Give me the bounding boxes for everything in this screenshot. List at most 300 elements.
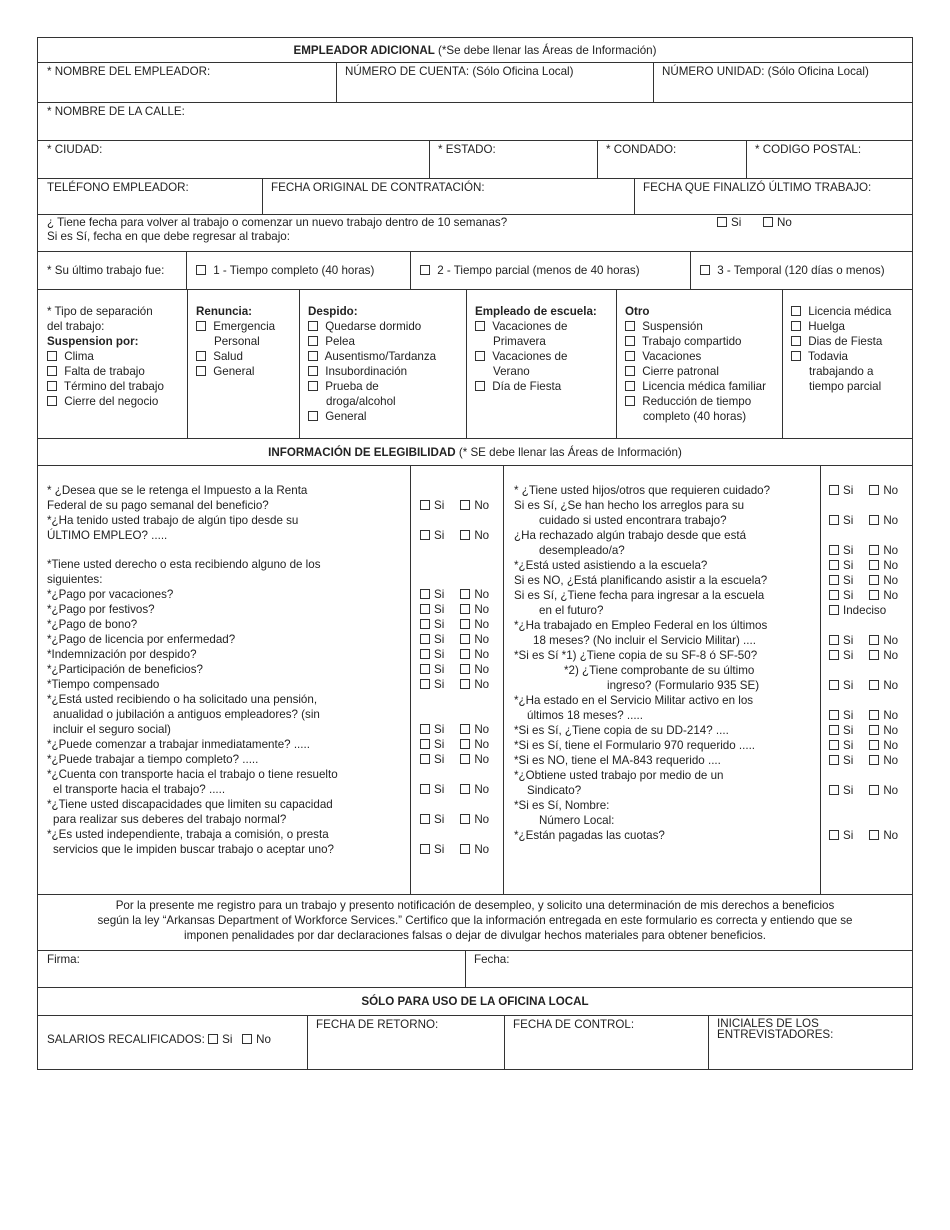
yes-no-options: [829, 753, 898, 768]
eligibility-question: *Si es Sí, tiene el Formulario 970 requerido .....: [514, 739, 756, 752]
option-label: Cierre patronal: [642, 365, 719, 378]
yes-no-options: [829, 588, 898, 603]
checkbox-icon: [829, 635, 839, 645]
yes-label: Si: [731, 216, 742, 229]
hire-date-field[interactable]: [262, 179, 634, 214]
yes-option[interactable]: [420, 723, 444, 736]
quit-option[interactable]: [196, 364, 299, 379]
checkbox-icon: [460, 649, 470, 659]
school-option[interactable]: [475, 319, 616, 334]
separation-col-school: [466, 290, 616, 438]
yes-label: Si: [843, 589, 854, 602]
no-label: No: [883, 514, 899, 527]
yes-option[interactable]: [829, 739, 853, 752]
eligibility-question: Número Local:: [539, 814, 615, 827]
yes-label: Si: [843, 544, 854, 557]
no-label: No: [474, 633, 490, 646]
yes-label: Si: [434, 813, 445, 826]
no-option[interactable]: [460, 603, 489, 616]
office-title: SÓLO PARA USO DE LA OFICINA LOCAL: [361, 995, 589, 1008]
yes-option[interactable]: [829, 634, 853, 647]
no-option[interactable]: [460, 588, 489, 601]
no-option[interactable]: [869, 634, 898, 647]
checkbox-icon: [829, 515, 839, 525]
option-label: Suspensión: [642, 320, 703, 333]
checkbox-icon: [47, 351, 57, 361]
yes-no-options: [420, 812, 489, 827]
signature-field[interactable]: [38, 951, 465, 987]
no-option[interactable]: [869, 649, 898, 662]
yes-no-options: [420, 782, 489, 797]
yes-no-options: [829, 483, 898, 498]
initials-label-1: INICIALES DE LOS: [717, 1017, 819, 1030]
no-label: No: [883, 544, 899, 557]
job-type-full-time[interactable]: [196, 263, 374, 278]
checkbox-icon: [196, 366, 206, 376]
account-number-label: NÚMERO DE CUENTA: (Sólo Oficina Local): [345, 65, 574, 78]
street-name-field[interactable]: [38, 103, 912, 140]
yes-option[interactable]: [420, 603, 444, 616]
misc-option[interactable]: [791, 334, 914, 349]
eligibility-question: *¿Pago por vacaciones?: [47, 588, 174, 601]
option-label: Prueba de: [325, 380, 379, 393]
checkbox-icon: [308, 381, 318, 391]
street-name-label: * NOMBRE DE LA CALLE:: [47, 105, 185, 118]
checkbox-icon: [308, 321, 318, 331]
option-label: Reducción de tiempo: [642, 395, 752, 408]
last-work-date-field[interactable]: [634, 179, 914, 214]
yes-label: Si: [434, 499, 445, 512]
no-option[interactable]: [460, 813, 489, 826]
checkbox-icon: [420, 739, 430, 749]
checkbox-icon: [625, 351, 635, 361]
no-option[interactable]: [869, 514, 898, 527]
hire-date-label: FECHA ORIGINAL DE CONTRATACIÓN:: [271, 181, 485, 194]
yes-option[interactable]: [420, 499, 444, 512]
job-type-part-time[interactable]: [420, 263, 640, 278]
form-title: [38, 44, 912, 58]
office-row: [38, 1016, 912, 1070]
yes-option[interactable]: [829, 544, 853, 557]
yes-option[interactable]: [829, 679, 853, 692]
eligibility-question: ingreso? (Formulario 935 SE): [607, 679, 760, 692]
no-option[interactable]: [460, 663, 489, 676]
signature-row: [38, 951, 912, 988]
option-label: General: [325, 410, 367, 423]
other-option[interactable]: [625, 334, 782, 349]
fired-option[interactable]: [308, 319, 466, 334]
layoff-option[interactable]: [47, 364, 187, 379]
option-label: Huelga: [808, 320, 845, 333]
layoff-option[interactable]: [47, 394, 187, 409]
eligibility-question: *¿Tiene usted discapacidades que limiten su capacidad: [47, 798, 333, 811]
checkbox-icon: [420, 784, 430, 794]
checkbox-icon: [420, 500, 430, 510]
fired-option[interactable]: [308, 409, 466, 424]
yes-no-options: [829, 723, 898, 738]
yes-option[interactable]: [829, 574, 853, 587]
checkbox-icon: [869, 650, 879, 660]
return-yes-option[interactable]: [717, 215, 741, 230]
yes-label: Si: [434, 588, 445, 601]
checkbox-icon: [625, 381, 635, 391]
yes-option[interactable]: [829, 709, 853, 722]
no-option[interactable]: [869, 829, 898, 842]
return-no-option[interactable]: [763, 215, 792, 230]
eligibility-question: *¿Está usted asistiendo a la escuela?: [514, 559, 708, 572]
yes-option[interactable]: [829, 784, 853, 797]
recalculated-wages: [47, 1032, 271, 1047]
no-option[interactable]: [460, 723, 489, 736]
eligibility-question: *¿Ha tenido usted trabajo de algún tipo desde su: [47, 514, 299, 527]
yes-no-options: [420, 722, 489, 737]
initials-label-2: ENTREVISTADORES:: [717, 1028, 834, 1041]
yes-no-options: [420, 662, 489, 677]
checkbox-icon: [829, 740, 839, 750]
no-option[interactable]: [869, 724, 898, 737]
address-row: [38, 141, 912, 179]
checkbox-icon: [475, 381, 485, 391]
yes-option[interactable]: [420, 633, 444, 646]
employment-form: [37, 37, 913, 1070]
option-label: Día de Fiesta: [492, 380, 562, 393]
checkbox-icon: [420, 530, 430, 540]
quit-heading: Renuncia:: [196, 305, 253, 318]
employer-name-field[interactable]: [38, 63, 336, 102]
yes-option[interactable]: [420, 588, 444, 601]
certification-row: [38, 895, 912, 951]
yes-label: Si: [434, 603, 445, 616]
misc-option[interactable]: [791, 349, 914, 364]
option-label: Quedarse dormido: [325, 320, 422, 333]
no-option[interactable]: [869, 739, 898, 752]
checkbox-icon: [460, 604, 470, 614]
eligibility-question: Sindicato?: [527, 784, 582, 797]
yes-no-options: [829, 513, 898, 528]
option-label: Falta de trabajo: [64, 365, 145, 378]
checkbox-icon: [196, 351, 206, 361]
option-label: General: [213, 365, 255, 378]
no-label: No: [777, 216, 792, 229]
zip-field[interactable]: [746, 141, 914, 178]
yes-option[interactable]: [829, 559, 853, 572]
checkbox-icon: [460, 530, 470, 540]
job-type-temporary[interactable]: [700, 263, 885, 278]
checkbox-icon: [791, 321, 801, 331]
yes-no-options: [829, 633, 898, 648]
checkbox-icon: [460, 634, 470, 644]
no-option[interactable]: [460, 648, 489, 661]
no-option[interactable]: [460, 678, 489, 691]
job-type-part-time-label: 2 - Tiempo parcial (menos de 40 horas): [437, 264, 640, 277]
yes-no-options: [829, 678, 898, 693]
other-option[interactable]: [625, 394, 782, 409]
option-label: Vacaciones de: [492, 350, 568, 363]
undecided-option: [829, 603, 886, 618]
option-label: Vacaciones: [642, 350, 702, 363]
yes-label: Si: [843, 634, 854, 647]
return-to-work-row: [38, 215, 912, 252]
fired-option[interactable]: [308, 334, 466, 349]
yes-no-options: [420, 498, 489, 513]
yes-option[interactable]: [829, 514, 853, 527]
checkbox-icon: [460, 619, 470, 629]
yes-option[interactable]: [420, 738, 444, 751]
yes-option[interactable]: [420, 529, 444, 542]
eligibility-question: desempleado/a?: [539, 544, 625, 557]
yes-option[interactable]: [829, 649, 853, 662]
eligibility-question: *Si es Sí, ¿Tiene copia de su DD-214? ....: [514, 724, 729, 737]
checkbox-icon: [829, 785, 839, 795]
eligibility-question: Si es NO, ¿Está planificando asistir a la escuela?: [514, 574, 768, 587]
yes-option[interactable]: [420, 753, 444, 766]
eligibility-question: en el futuro?: [539, 604, 604, 617]
yes-option[interactable]: [420, 813, 444, 826]
no-label: No: [474, 813, 490, 826]
eligibility-question: cuidado si usted encontrara trabajo?: [539, 514, 727, 527]
yes-option[interactable]: [829, 829, 853, 842]
yes-label: Si: [843, 649, 854, 662]
checkbox-icon: [460, 664, 470, 674]
unit-number-field[interactable]: [653, 63, 914, 102]
checkbox-icon: [869, 710, 879, 720]
recalculated-wages-label: SALARIOS RECALIFICADOS:: [47, 1033, 205, 1046]
no-label: No: [883, 634, 899, 647]
certification-text: [38, 898, 912, 943]
no-option[interactable]: [460, 633, 489, 646]
school-option[interactable]: [475, 349, 616, 364]
misc-option[interactable]: [791, 319, 914, 334]
checkbox-icon: [47, 381, 57, 391]
option-label: Pelea: [325, 335, 355, 348]
no-label: No: [883, 754, 899, 767]
checkbox-icon: [829, 725, 839, 735]
checkbox-icon: [625, 321, 635, 331]
other-option[interactable]: [625, 349, 782, 364]
checkbox-icon: [829, 830, 839, 840]
fired-option[interactable]: [308, 379, 466, 394]
yes-option[interactable]: [829, 724, 853, 737]
checkbox-icon: [869, 590, 879, 600]
eligibility-question: *Si es Sí, Nombre:: [514, 799, 610, 812]
other-option[interactable]: [625, 379, 782, 394]
yes-no-options: [829, 708, 898, 723]
yes-option[interactable]: [420, 618, 444, 631]
layoff-option[interactable]: [47, 349, 187, 364]
eligibility-question: *Tiempo compensado: [47, 678, 160, 691]
signature-label: Firma:: [47, 953, 80, 966]
no-option[interactable]: [869, 589, 898, 602]
yes-no-options: [420, 647, 489, 662]
yes-option[interactable]: [420, 783, 444, 796]
yes-no-options: [420, 842, 489, 857]
eligibility-question: servicios que le impiden buscar trabajo o aceptar uno?: [53, 843, 334, 856]
layoff-heading: Suspension por:: [47, 335, 139, 348]
interviewer-initials-field[interactable]: [708, 1016, 914, 1070]
eligibility-question: *¿Pago por festivos?: [47, 603, 155, 616]
checkbox-icon: [242, 1034, 252, 1044]
other-option[interactable]: [625, 319, 782, 334]
school-option[interactable]: [475, 379, 616, 394]
option-label: Clima: [64, 350, 94, 363]
phone-dates-row: [38, 179, 912, 215]
yes-option[interactable]: [420, 678, 444, 691]
separation-type-block: [38, 290, 912, 439]
no-label: No: [474, 663, 490, 676]
checkbox-icon: [420, 724, 430, 734]
checkbox-icon: [829, 710, 839, 720]
checkbox-icon: [460, 784, 470, 794]
office-header-row: [38, 988, 912, 1016]
fired-option[interactable]: [308, 364, 466, 379]
option-label-cont: tiempo parcial: [809, 380, 882, 393]
eligibility-question: Si es Sí, ¿Tiene fecha para ingresar a la escuela: [514, 589, 765, 602]
checkbox-icon: [196, 265, 206, 275]
checkbox-icon: [420, 664, 430, 674]
eligibility-header-row: [38, 439, 912, 466]
yes-no-options: [420, 752, 489, 767]
fired-heading: Despido:: [308, 305, 358, 318]
yes-option[interactable]: [420, 663, 444, 676]
quit-option[interactable]: [196, 319, 299, 334]
checkbox-icon: [791, 336, 801, 346]
eligibility-block: [38, 466, 912, 895]
eligibility-question: ¿Ha rechazado algún trabajo desde que está: [514, 529, 747, 542]
quit-option[interactable]: [196, 349, 299, 364]
misc-option[interactable]: [791, 304, 914, 319]
yes-option[interactable]: [829, 484, 853, 497]
no-label: No: [474, 738, 490, 751]
yes-label: Si: [434, 738, 445, 751]
no-option[interactable]: [460, 529, 489, 542]
county-field[interactable]: [597, 141, 746, 178]
no-label: No: [474, 843, 490, 856]
separation-col-misc: [782, 290, 914, 438]
checkbox-icon: [869, 575, 879, 585]
eligibility-question: *¿Están pagadas las cuotas?: [514, 829, 665, 842]
eligibility-question: el transporte hacia el trabajo? .....: [53, 783, 226, 796]
yes-option[interactable]: [420, 648, 444, 661]
wages-no-option[interactable]: [242, 1033, 271, 1046]
eligibility-question: *¿Es usted independiente, trabaja a comisión, o presta: [47, 828, 329, 841]
checkbox-icon: [420, 604, 430, 614]
checkbox-icon: [420, 754, 430, 764]
city-field[interactable]: [38, 141, 429, 178]
no-option[interactable]: [869, 559, 898, 572]
control-date-field[interactable]: [504, 1016, 708, 1070]
eligibility-question: ÚLTIMO EMPLEO? .....: [47, 529, 168, 542]
yes-label: Si: [843, 709, 854, 722]
employer-phone-field[interactable]: [38, 179, 262, 214]
option-label: Vacaciones de: [492, 320, 568, 333]
separation-col-layoff: [38, 290, 187, 438]
no-option[interactable]: [869, 784, 898, 797]
yes-label: Si: [434, 843, 445, 856]
return-date-label: FECHA DE RETORNO:: [316, 1018, 439, 1031]
no-label: No: [883, 784, 899, 797]
no-option[interactable]: [869, 544, 898, 557]
wages-yes-option[interactable]: [208, 1033, 232, 1046]
checkbox-icon: [829, 605, 839, 615]
account-number-field[interactable]: [336, 63, 653, 102]
yes-no-options: [420, 587, 489, 602]
checkbox-icon: [869, 635, 879, 645]
eligibility-question: *¿Está usted recibiendo o ha solicitado una pensión,: [47, 693, 318, 706]
option-label: Licencia médica familiar: [642, 380, 766, 393]
fired-option[interactable]: [308, 349, 466, 364]
return-question: ¿ Tiene fecha para volver al trabajo o comenzar un nuevo trabajo dentro de 10 semanas?: [47, 216, 508, 229]
option-label: Emergencia: [213, 320, 276, 333]
signature-date-field[interactable]: [465, 951, 914, 987]
eligibility-question: *Tiene usted derecho o esta recibiendo alguno de los: [47, 558, 321, 571]
yes-option[interactable]: [829, 589, 853, 602]
eligibility-question: Federal de su pago semanal del beneficio?: [47, 499, 269, 512]
yes-option[interactable]: [829, 754, 853, 767]
yes-label: Si: [222, 1033, 233, 1046]
no-option[interactable]: [869, 754, 898, 767]
certification-line: imponen penalidades por dar declaraciones falsas o dejar de divulgar hechos materiales para obtener beneficios.: [184, 929, 766, 942]
no-option[interactable]: [460, 843, 489, 856]
checkbox-icon: [460, 814, 470, 824]
yes-no-options: [829, 783, 898, 798]
state-field[interactable]: [429, 141, 597, 178]
no-option[interactable]: [869, 484, 898, 497]
layoff-option[interactable]: [47, 379, 187, 394]
yes-no-options: [829, 648, 898, 663]
checkbox-icon: [460, 724, 470, 734]
option-label: Insubordinación: [325, 365, 408, 378]
control-date-label: FECHA DE CONTROL:: [513, 1018, 635, 1031]
yes-option[interactable]: [420, 843, 444, 856]
option-label-cont: Primavera: [493, 335, 546, 348]
no-option[interactable]: [460, 753, 489, 766]
city-label: * CIUDAD:: [47, 143, 103, 156]
certification-line: según la ley “Arkansas Department of Workforce Services.” Certifico que la información entregada en este formulario es correcta y entiendo que se: [97, 914, 853, 927]
yes-no-options: [420, 602, 489, 617]
eligibility-question: *Indemnización por despido?: [47, 648, 197, 661]
checkbox-icon: [829, 590, 839, 600]
no-option[interactable]: [869, 709, 898, 722]
last-work-date-label: FECHA QUE FINALIZÓ ÚLTIMO TRABAJO:: [643, 181, 872, 194]
return-date-question: Si es Sí, fecha en que debe regresar al trabajo:: [47, 230, 290, 243]
yes-label: Si: [843, 739, 854, 752]
eligibility-question: * ¿Desea que se le retenga el Impuesto a la Renta: [47, 484, 308, 497]
no-option[interactable]: [869, 679, 898, 692]
checkbox-icon: [829, 545, 839, 555]
option-label: Ausentismo/Tardanza: [324, 350, 437, 363]
undecided-option[interactable]: [829, 604, 886, 617]
no-label: No: [474, 783, 490, 796]
no-option[interactable]: [460, 738, 489, 751]
checkbox-icon: [869, 830, 879, 840]
no-label: No: [883, 484, 899, 497]
no-option[interactable]: [460, 618, 489, 631]
eligibility-note: (* SE debe llenar las Áreas de Información): [458, 446, 682, 459]
yes-label: Si: [843, 574, 854, 587]
no-option[interactable]: [460, 783, 489, 796]
no-label: No: [883, 649, 899, 662]
checkbox-icon: [47, 366, 57, 376]
other-option[interactable]: [625, 364, 782, 379]
eligibility-question: Si es Sí, ¿Se han hecho los arreglos para su: [514, 499, 745, 512]
return-date-field[interactable]: [307, 1016, 504, 1070]
checkbox-icon: [475, 321, 485, 331]
checkbox-icon: [460, 844, 470, 854]
no-label: No: [474, 753, 490, 766]
no-option[interactable]: [460, 499, 489, 512]
no-option[interactable]: [869, 574, 898, 587]
yes-label: Si: [434, 678, 445, 691]
